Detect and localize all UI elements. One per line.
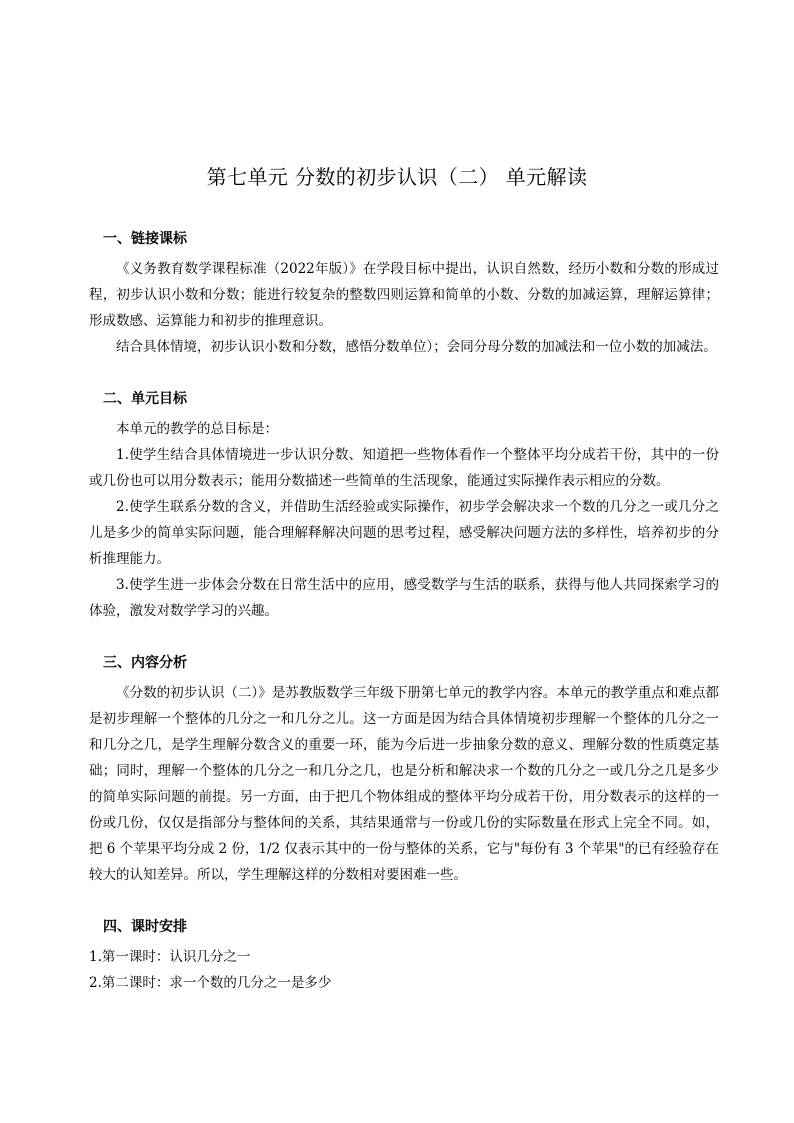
paragraph: 本单元的教学的总目标是： <box>116 421 278 437</box>
section-lesson-schedule <box>89 914 719 996</box>
paragraph: 《分数的初步认识（二）》是苏教版数学三年级下册第七单元的教学内容。本单元的教学重点和难点都是初步理解一个整体的几分之一和几分之儿。这一方面是因为结合具体情境初步理解一个整体的几分之一和几分之几，是学生理解分数含义的重要一环，能为今后进一步抽象分数的意义、理解分数的性质奠定基础；同时，理解一个整体的几分之一和几分之几，也是分析和解决求一个数的几分之一或几分之几是多少的简单实际问题的前提。另一方面，由于把几个物体组成的整体平均分成若干份，用分数表示的这样的一份或几份，仅仅是指部分与整体间的关系，其结果通常与一份或几份的实际数量在形式上完全不同。如，把 6 个苹果平均分成 2 份，1/2 仅表示其中的一份与整体的关系，它与"每份有 3 个苹果"的已有经验存在较大的认知差异。所以，学生理解这样的分数相对要困难一些。 <box>89 685 719 883</box>
paragraph: 《义务教育数学课程标准（2022年版）》在学段目标中提出，认识自然数，经历小数和分数的形成过程，初步认识小数和分数；能进行较复杂的整数四则运算和简单的小数、分数的加减运算，理解运算律；形成数感、运算能力和初步的推理意识。 <box>89 261 719 329</box>
paragraph: 3.使学生进一步体会分数在日常生活中的应用，感受数学与生活的联系，获得与他人共同探索学习的体验，激发对数学学习的兴趣。 <box>89 577 719 619</box>
paragraph: 2.使学生联系分数的含义，并借助生活经验或实际操作，初步学会解决求一个数的几分之一或几分之儿是多少的简单实际问题，能合理解释解决问题的思考过程，感受解决问题方法的多样性，培养初步的分析推理能力。 <box>89 499 719 567</box>
list-item: 2.第二课时：求一个数的几分之一是多少 <box>89 975 332 991</box>
section-heading: 一、链接课标 <box>103 231 187 247</box>
section-heading: 二、单元目标 <box>103 391 187 407</box>
section-heading: 三、内容分析 <box>103 655 187 671</box>
list-item: 1.第一课时：认识几分之一 <box>89 949 251 965</box>
paragraph: 结合具体情境，初步认识小数和分数，感悟分数单位）；会同分母分数的加减法和一位小数的加减法。 <box>116 339 717 355</box>
section-curriculum-link <box>89 226 719 360</box>
paragraph: 1.使学生结合具体情境进一步认识分数、知道把一些物体看作一个整体平均分成若干份，其中的一份或几份也可以用分数表示；能用分数描述一些简单的生活现象，能通过实际操作表示相应的分数。 <box>89 447 719 489</box>
document-body <box>89 226 719 996</box>
document-title: 第七单元 分数的初步认识（二） 单元解读 <box>206 165 588 189</box>
section-heading: 四、课时安排 <box>103 919 187 935</box>
section-content-analysis <box>89 650 719 888</box>
section-unit-goals <box>89 386 719 624</box>
